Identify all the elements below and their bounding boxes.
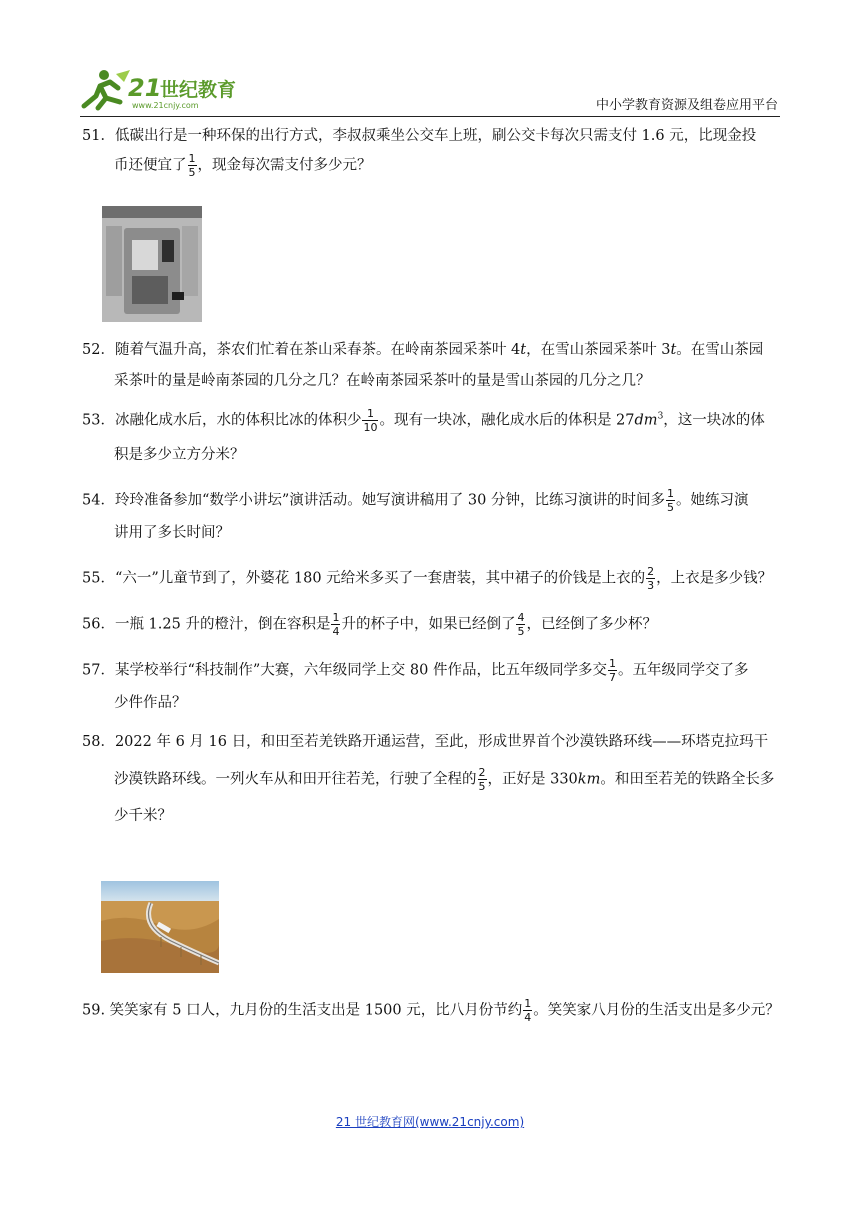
question-text: ，正好是 330 <box>487 771 578 788</box>
question-text: 。现有一块冰，融化成水后的体积是 27 <box>379 412 635 429</box>
question-text: 沙漠铁路环线。一列火车从和田开往若羌，行驶了全程的 <box>114 771 477 788</box>
logo-21cnjy <box>80 66 250 112</box>
platform-title: 中小学教育资源及组卷应用平台 <box>595 98 778 113</box>
question-text: 积是多少立方分米？ <box>114 447 245 463</box>
question-text: 少千米？ <box>114 808 172 825</box>
question-56 <box>82 612 782 637</box>
desert-railway-image <box>101 881 219 973</box>
question-text: 。她练习演 <box>675 492 749 509</box>
question-text: 讲用了多长时间？ <box>114 525 230 541</box>
question-text: 。和田至若羌的铁路全长多 <box>600 771 775 788</box>
question-text: ，这一块冰的体 <box>663 412 765 429</box>
question-54 <box>82 488 782 544</box>
question-58 <box>82 732 782 827</box>
question-52 <box>82 340 782 392</box>
question-51 <box>82 126 782 178</box>
question-text: 币还便宜了 <box>114 157 187 174</box>
question-text: 。在雪山茶园 <box>676 342 764 358</box>
question-text: 54．玲玲准备参加“数学小讲坛”演讲活动。她写演讲稿用了 30 分钟，比练习演讲的时间多 <box>82 492 665 509</box>
footer-link[interactable]: 21 世纪教育网(www.21cnjy.com) <box>335 1115 525 1129</box>
fraction: $\frac{2}{3}$ <box>647 565 655 592</box>
fraction: $\frac{4}{5}$ <box>517 611 525 638</box>
fraction: $\frac{1}{5}$ <box>188 152 196 180</box>
question-text: 。笑笑家八月份的生活支出是多少元？ <box>533 1002 780 1019</box>
question-text: 少件作品？ <box>114 695 187 711</box>
question-text: ，在雪山茶园采茶叶 3 <box>526 342 671 358</box>
question-text: 55．“六一”儿童节到了，外婆花 180 元给米多买了一套唐装，其中裙子的价钱是上衣的 <box>82 570 646 587</box>
unit: km <box>577 771 601 788</box>
question-text: ，已经倒了多少杯？ <box>526 616 657 633</box>
page-header <box>80 62 780 117</box>
fraction: $\frac{2}{5}$ <box>478 766 486 794</box>
question-text: 51．低碳出行是一种环保的出行方式，李叔叔乘坐公交车上班，刷公交卡每次只需支付 1.6 元，比现金投 <box>82 128 757 144</box>
question-text: 59. 笑笑家有 5 口人，九月份的生活支出是 1500 元，比八月份节约 <box>82 1002 523 1019</box>
question-text: 58．2022 年 6 月 16 日，和田至若羌铁路开通运营，至此，形成世界首个沙漠铁路环线——环塔克拉玛干 <box>82 734 769 750</box>
unit: t <box>520 342 527 358</box>
fraction: $\frac{1}{4}$ <box>524 997 532 1024</box>
question-text: ，上衣是多少钱？ <box>656 570 773 587</box>
question-text: ，现金每次需支付多少元？ <box>197 157 372 174</box>
fraction: $\frac{1}{4}$ <box>332 611 340 638</box>
question-55 <box>82 566 782 591</box>
fraction: $\frac{1}{7}$ <box>608 657 616 684</box>
question-text: 。五年级同学交了多 <box>617 662 749 679</box>
svg-text:21: 21 <box>128 74 162 102</box>
question-59 <box>82 998 782 1023</box>
question-53 <box>82 408 782 466</box>
question-text: 57．某学校举行“科技制作”大赛，六年级同学上交 80 件作品，比五年级同学多交 <box>82 662 607 679</box>
question-text: 56．一瓶 1.25 升的橙汁，倒在容积是 <box>82 616 331 633</box>
question-text: 升的杯子中，如果已经倒了 <box>341 616 516 633</box>
unit: t <box>670 342 677 358</box>
fraction: $\frac{1}{10}$ <box>363 407 378 434</box>
question-text: 53．冰融化成水后，水的体积比冰的体积少 <box>82 412 362 429</box>
question-text: 52．随着气温升高，茶农们忙着在茶山采春茶。在岭南茶园采茶叶 4 <box>82 342 521 358</box>
superscript: 3 <box>657 411 664 422</box>
svg-text:www.21cnjy.com: www.21cnjy.com <box>132 101 199 110</box>
question-text: 采茶叶的量是岭南茶园的几分之几？在岭南茶园采茶叶的量是雪山茶园的几分之几？ <box>114 373 651 390</box>
fraction: $\frac{1}{5}$ <box>666 487 674 514</box>
question-57 <box>82 658 782 714</box>
bus-card-reader-image <box>102 206 202 322</box>
logo-text: 世纪教育 <box>160 79 237 101</box>
page-footer <box>0 1113 860 1130</box>
unit: dm <box>634 412 658 429</box>
